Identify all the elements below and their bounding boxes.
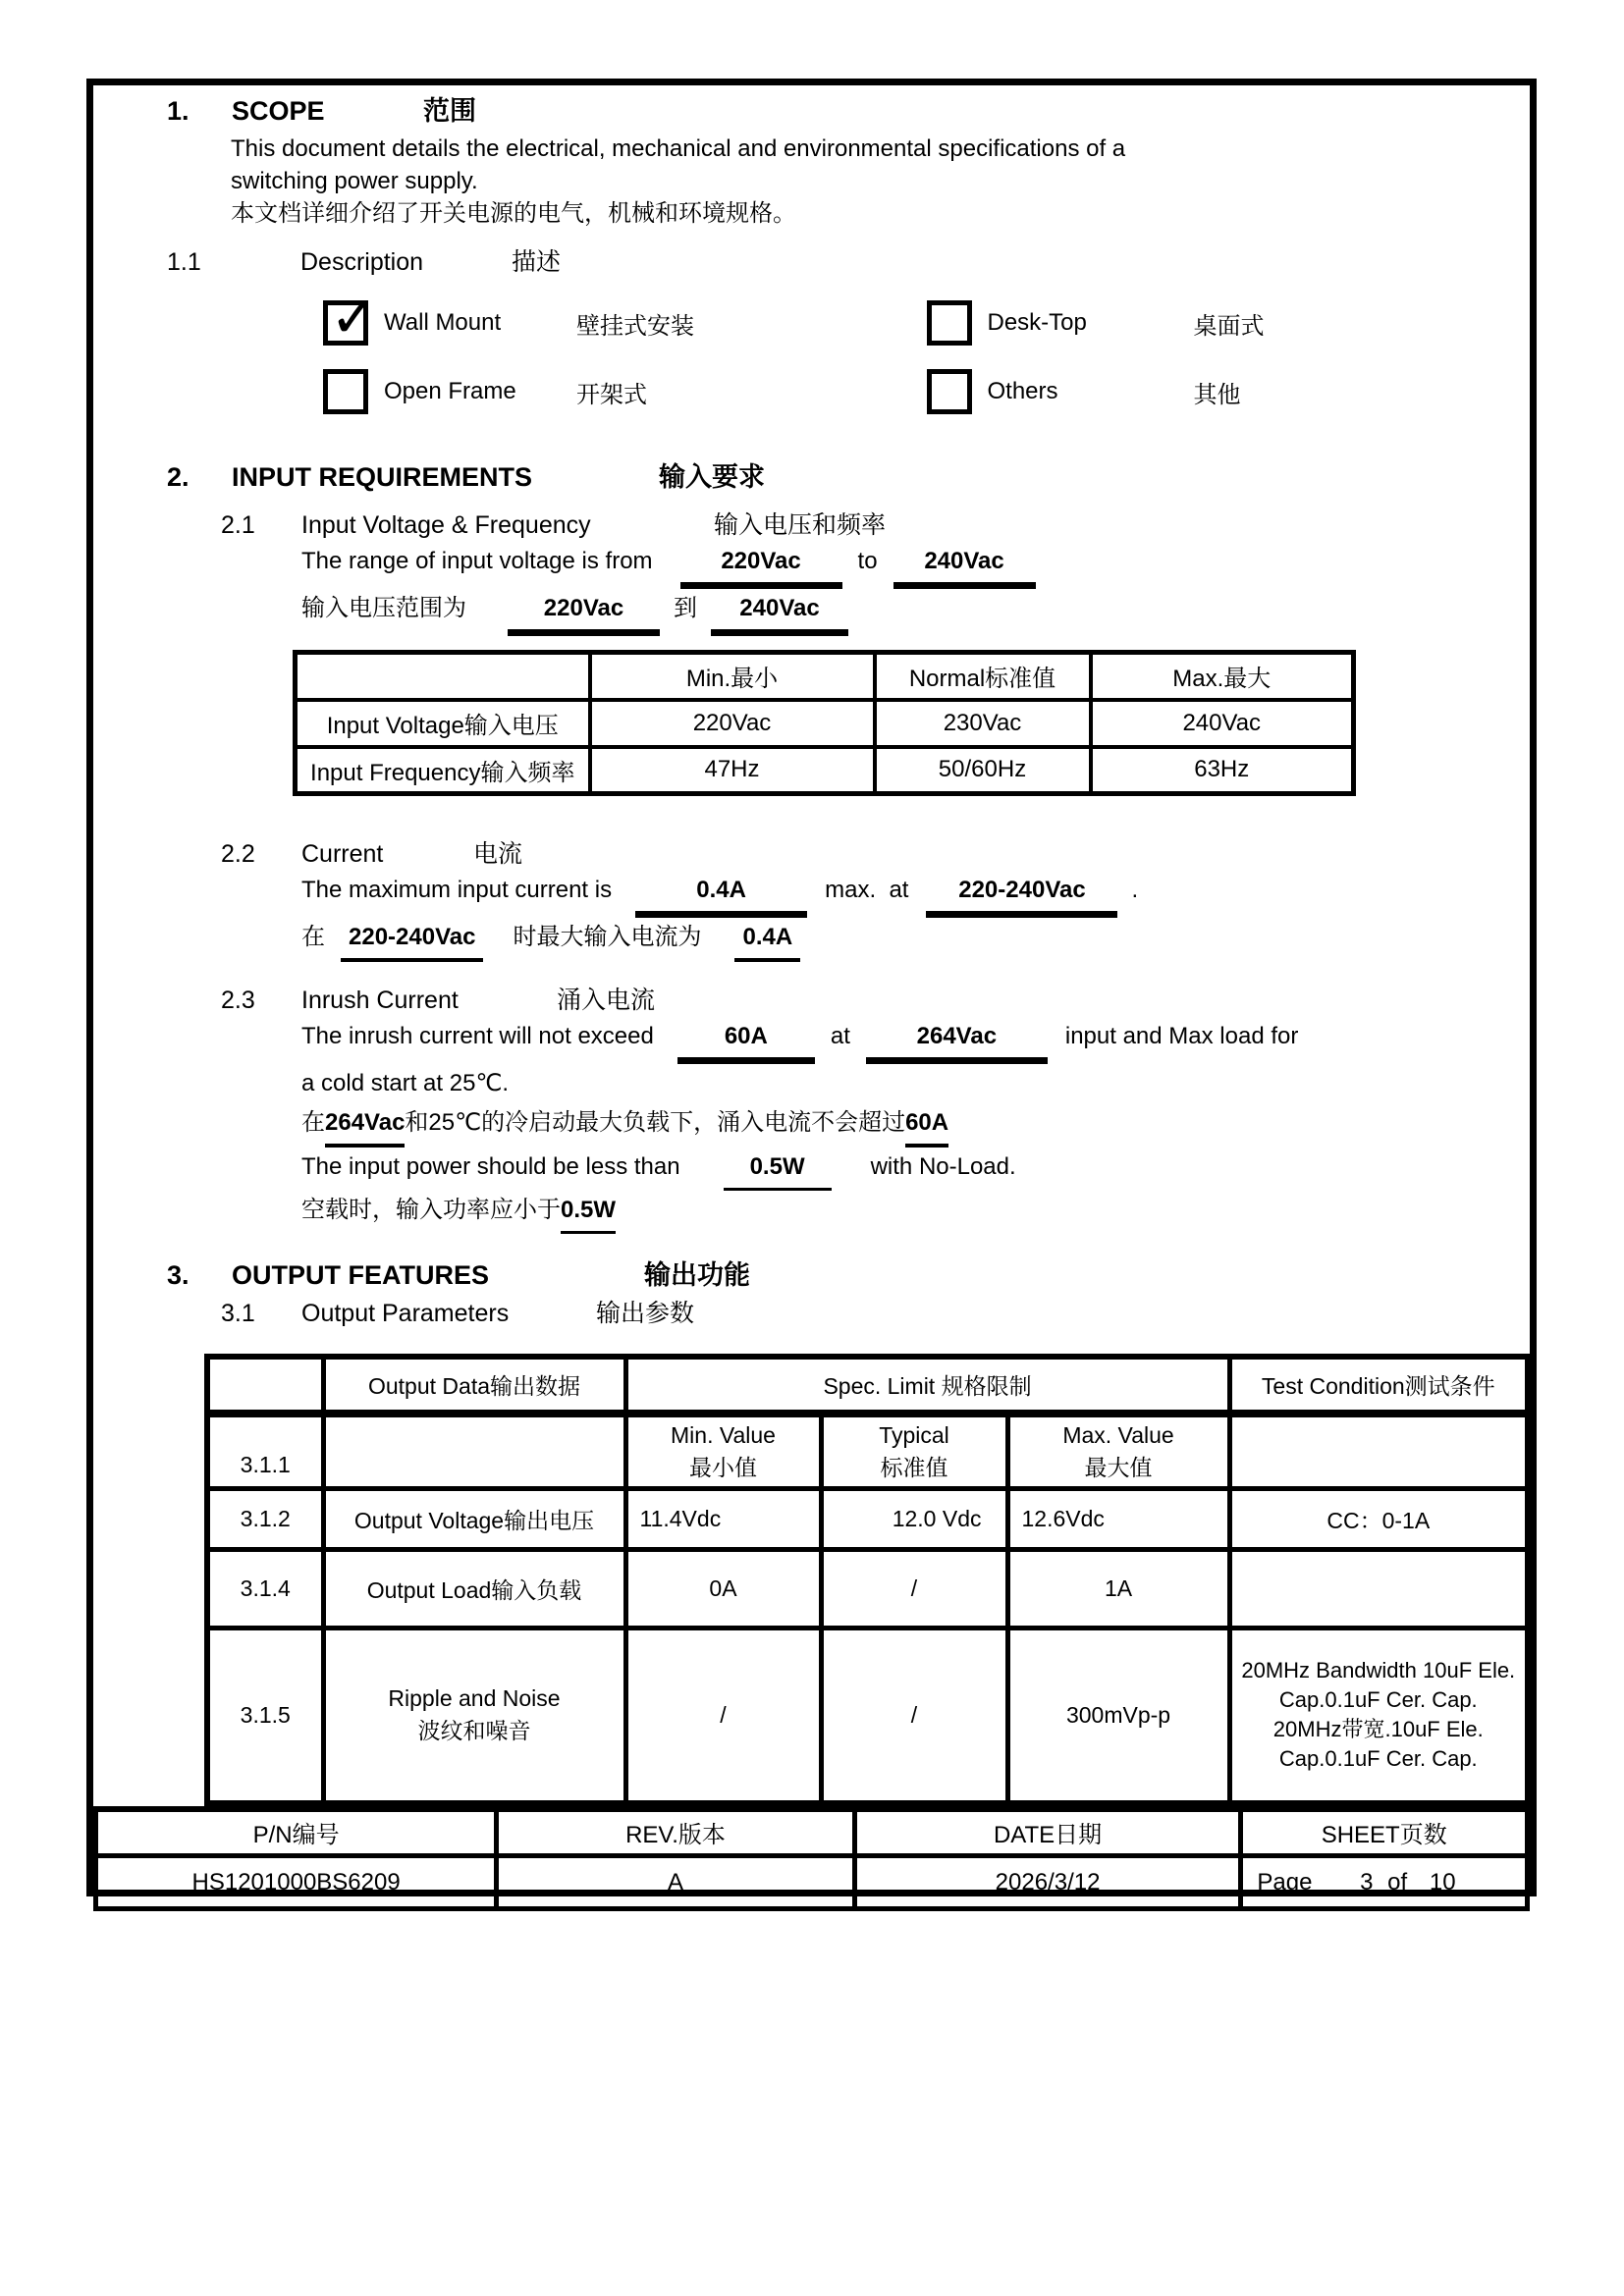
test-condition: CC：0-1A bbox=[1229, 1489, 1528, 1550]
text: max. at bbox=[825, 877, 909, 903]
title-block-header-row bbox=[96, 1809, 1528, 1856]
option-label: Others bbox=[987, 378, 1058, 404]
subsection-title: Inrush Current bbox=[301, 987, 459, 1014]
spec-limit-header: Spec. Limit 规格限制 bbox=[625, 1357, 1229, 1414]
option-desk-top bbox=[927, 300, 1531, 346]
inrush-voltage-value-cn: 264Vac bbox=[325, 1103, 405, 1148]
max-current-value-cn: 0.4A bbox=[734, 918, 800, 962]
option-label-cn: 其他 bbox=[1193, 381, 1241, 408]
text: 在 bbox=[301, 1109, 325, 1136]
table-cell bbox=[296, 653, 590, 700]
row-id: 3.1.4 bbox=[207, 1550, 323, 1629]
inrush-current-value-cn: 60A bbox=[905, 1103, 948, 1148]
max-current-line-cn bbox=[301, 918, 1530, 962]
subsection-number: 2.3 bbox=[221, 987, 255, 1014]
sheet-number bbox=[1241, 1856, 1528, 1909]
section-title-cn: 输出功能 bbox=[644, 1260, 750, 1290]
text: 输入电压范围为 bbox=[301, 595, 466, 621]
table-cell bbox=[207, 1357, 323, 1414]
input-voltage-min-value: 220Vac bbox=[680, 542, 842, 589]
text: 和25℃的冷启动最大负载下，涌入电流不会超过 bbox=[405, 1109, 906, 1136]
test-condition-cn: 20MHz带宽.10uF Ele. Cap.0.1uF Cer. Cap. bbox=[1272, 1717, 1484, 1772]
parameter-name bbox=[323, 1629, 625, 1803]
text: Ripple and Noise bbox=[388, 1685, 561, 1712]
no-load-power-value: 0.5W bbox=[724, 1148, 832, 1191]
output-voltage-row bbox=[207, 1489, 1528, 1550]
text: 时最大输入电流为 bbox=[513, 924, 702, 950]
min-value: 0A bbox=[625, 1550, 821, 1629]
section-1-1-heading bbox=[93, 245, 1530, 279]
table-cell: Input Voltage输入电压 bbox=[296, 700, 590, 747]
option-open-frame bbox=[323, 369, 927, 414]
scope-paragraph-cn: 本文档详细介绍了开关电源的电气，机械和环境规格。 bbox=[231, 200, 796, 227]
checkmark-icon: ✓ bbox=[330, 286, 378, 349]
subsection-title-cn: 涌入电流 bbox=[557, 987, 656, 1014]
typical-value-header bbox=[821, 1414, 1007, 1489]
no-load-line-en bbox=[301, 1148, 1530, 1191]
table-subheader-row bbox=[207, 1414, 1528, 1489]
table-cell: 50/60Hz bbox=[875, 747, 1091, 794]
min-value: / bbox=[625, 1629, 821, 1803]
section-number: 2. bbox=[167, 462, 189, 492]
text: to bbox=[857, 548, 878, 574]
parameter-name: Output Load输入负载 bbox=[323, 1550, 625, 1629]
mount-options-row-2 bbox=[323, 369, 1530, 414]
table-cell: 230Vac bbox=[875, 700, 1091, 747]
section-title-cn: 范围 bbox=[423, 96, 476, 126]
option-label: Desk-Top bbox=[987, 309, 1087, 336]
scope-paragraph-line2: switching power supply. bbox=[231, 168, 478, 194]
section-2-1-heading bbox=[93, 508, 1530, 542]
section-2-heading bbox=[93, 459, 1530, 495]
text: Max. Value bbox=[1062, 1422, 1174, 1448]
table-header-row bbox=[207, 1357, 1528, 1414]
output-load-row bbox=[207, 1550, 1528, 1629]
text: 到 bbox=[674, 595, 697, 621]
subsection-title: Output Parameters bbox=[301, 1300, 510, 1327]
subsection-title: Description bbox=[300, 248, 424, 276]
table-cell bbox=[1229, 1414, 1528, 1489]
max-value: 12.6Vdc bbox=[1007, 1489, 1229, 1550]
title-block-value-row bbox=[96, 1856, 1528, 1909]
test-condition-en: 20MHz Bandwidth 10uF Ele. Cap.0.1uF Cer. Cap. bbox=[1241, 1658, 1516, 1713]
mount-options-row-1 bbox=[323, 286, 1530, 349]
text: The inrush current will not exceed bbox=[301, 1023, 654, 1049]
no-load-power-value-cn: 0.5W bbox=[561, 1191, 616, 1234]
subsection-title-cn: 电流 bbox=[473, 840, 523, 868]
subsection-title: Input Voltage & Frequency bbox=[301, 511, 591, 539]
parameter-name: Output Voltage输出电压 bbox=[323, 1489, 625, 1550]
typical-value: 12.0 Vdc bbox=[821, 1489, 1007, 1550]
page-current: 3 bbox=[1360, 1868, 1374, 1896]
input-voltage-max-value: 240Vac bbox=[893, 542, 1036, 589]
section-3-heading bbox=[93, 1257, 1530, 1293]
rev-header: REV.版本 bbox=[497, 1809, 855, 1856]
section-1-heading bbox=[93, 93, 1530, 129]
option-label: Open Frame bbox=[384, 378, 516, 404]
inrush-current-value: 60A bbox=[677, 1017, 815, 1064]
inrush-line-en-2: a cold start at 25℃. bbox=[301, 1070, 510, 1096]
input-voltage-max-value-cn: 240Vac bbox=[711, 589, 848, 636]
subsection-title-cn: 描述 bbox=[512, 248, 562, 276]
option-wall-mount bbox=[323, 286, 927, 349]
desk-top-checkbox[interactable] bbox=[927, 300, 972, 346]
max-current-value: 0.4A bbox=[635, 871, 807, 918]
section-title-cn: 输入要求 bbox=[659, 462, 765, 492]
option-label-cn: 桌面式 bbox=[1193, 312, 1265, 340]
option-label-cn: 开架式 bbox=[576, 381, 647, 408]
others-checkbox[interactable] bbox=[927, 369, 972, 414]
min-value-header bbox=[625, 1414, 821, 1489]
table-cell: 240Vac bbox=[1091, 700, 1354, 747]
table-cell: 63Hz bbox=[1091, 747, 1354, 794]
ripple-noise-row bbox=[207, 1629, 1528, 1803]
pn-header: P/N编号 bbox=[96, 1809, 497, 1856]
subsection-title: Current bbox=[301, 840, 384, 868]
table-header-row bbox=[296, 653, 1354, 700]
max-value: 1A bbox=[1007, 1550, 1229, 1629]
text: Min. Value bbox=[671, 1422, 776, 1448]
subsection-number: 2.2 bbox=[221, 840, 255, 868]
table-cell: Min.最小 bbox=[590, 653, 875, 700]
section-3-1-heading bbox=[93, 1297, 1530, 1330]
voltage-range-value-cn: 220-240Vac bbox=[341, 918, 483, 962]
input-voltage-row bbox=[296, 700, 1354, 747]
page-border bbox=[86, 79, 1537, 1896]
section-title: INPUT REQUIREMENTS bbox=[232, 462, 533, 492]
subsection-number: 2.1 bbox=[221, 511, 255, 539]
row-id: 3.1.2 bbox=[207, 1489, 323, 1550]
text-cn: 最小值 bbox=[689, 1455, 757, 1480]
subsection-title-cn: 输入电压和频率 bbox=[714, 511, 887, 539]
max-current-line-en bbox=[301, 871, 1530, 918]
text: The range of input voltage is from bbox=[301, 548, 653, 574]
text: Typical bbox=[879, 1422, 949, 1448]
input-spec-table bbox=[293, 650, 1356, 796]
subsection-number: 3.1 bbox=[221, 1300, 255, 1327]
table-cell: 220Vac bbox=[590, 700, 875, 747]
text: The input power should be less than bbox=[301, 1153, 680, 1180]
date: 2026/3/12 bbox=[854, 1856, 1241, 1909]
voltage-range-value: 220-240Vac bbox=[926, 871, 1117, 918]
option-label: Wall Mount bbox=[384, 309, 502, 336]
wall-mount-checkbox[interactable] bbox=[323, 286, 378, 349]
inrush-line-en-1 bbox=[301, 1017, 1530, 1064]
no-load-line-cn bbox=[301, 1191, 1530, 1234]
typical-value: / bbox=[821, 1629, 1007, 1803]
min-value: 11.4Vdc bbox=[625, 1489, 821, 1550]
table-cell: Max.最大 bbox=[1091, 653, 1354, 700]
text: 在 bbox=[301, 924, 325, 950]
max-value-header bbox=[1007, 1414, 1229, 1489]
output-parameters-table bbox=[204, 1354, 1531, 1806]
sheet-header: SHEET页数 bbox=[1241, 1809, 1528, 1856]
page-total: 10 bbox=[1429, 1868, 1456, 1896]
row-id: 3.1.1 bbox=[207, 1414, 323, 1489]
inrush-line-cn bbox=[301, 1103, 1530, 1148]
input-voltage-min-value-cn: 220Vac bbox=[508, 589, 660, 636]
revision: A bbox=[497, 1856, 855, 1909]
text: The maximum input current is bbox=[301, 877, 613, 903]
page-content bbox=[93, 85, 1530, 1806]
table-cell: 47Hz bbox=[590, 747, 875, 794]
section-number: 1. bbox=[167, 96, 189, 126]
text-cn: 波纹和噪音 bbox=[417, 1718, 531, 1744]
page-label: Page bbox=[1257, 1868, 1313, 1896]
inrush-voltage-value: 264Vac bbox=[866, 1017, 1048, 1064]
section-2-3-heading bbox=[93, 984, 1530, 1017]
subsection-title-cn: 输出参数 bbox=[596, 1300, 695, 1327]
test-condition-header: Test Condition测试条件 bbox=[1229, 1357, 1528, 1414]
part-number: HS1201000BS6209 bbox=[96, 1856, 497, 1909]
test-condition bbox=[1229, 1629, 1528, 1803]
title-block-table bbox=[93, 1806, 1530, 1912]
text: . bbox=[1131, 877, 1139, 903]
option-others bbox=[927, 369, 1531, 414]
text-cn: 最大值 bbox=[1084, 1455, 1153, 1480]
table-cell bbox=[323, 1414, 625, 1489]
open-frame-checkbox[interactable] bbox=[323, 369, 368, 414]
scope-paragraph-line1: This document details the electrical, mechanical and environmental specifications of a bbox=[231, 135, 1126, 162]
date-header: DATE日期 bbox=[854, 1809, 1241, 1856]
output-data-header: Output Data输出数据 bbox=[323, 1357, 625, 1414]
text: input and Max load for bbox=[1064, 1023, 1299, 1049]
input-frequency-row bbox=[296, 747, 1354, 794]
text: 空载时，输入功率应小于 bbox=[301, 1197, 561, 1223]
option-label-cn: 壁挂式安装 bbox=[576, 312, 694, 340]
section-number: 3. bbox=[167, 1260, 189, 1290]
input-range-line-en bbox=[301, 542, 1530, 589]
page-of: of bbox=[1387, 1868, 1408, 1896]
input-range-line-cn bbox=[301, 589, 1530, 636]
section-title: SCOPE bbox=[232, 96, 325, 126]
max-value: 300mVp-p bbox=[1007, 1629, 1229, 1803]
subsection-number: 1.1 bbox=[167, 248, 201, 276]
typical-value: / bbox=[821, 1550, 1007, 1629]
text: at bbox=[830, 1023, 850, 1049]
text-cn: 标准值 bbox=[880, 1455, 948, 1480]
text: with No-Load. bbox=[870, 1153, 1016, 1180]
section-title: OUTPUT FEATURES bbox=[232, 1260, 489, 1290]
section-2-2-heading bbox=[93, 837, 1530, 871]
table-cell: Input Frequency输入频率 bbox=[296, 747, 590, 794]
test-condition bbox=[1229, 1550, 1528, 1629]
row-id: 3.1.5 bbox=[207, 1629, 323, 1803]
table-cell: Normal标准值 bbox=[875, 653, 1091, 700]
